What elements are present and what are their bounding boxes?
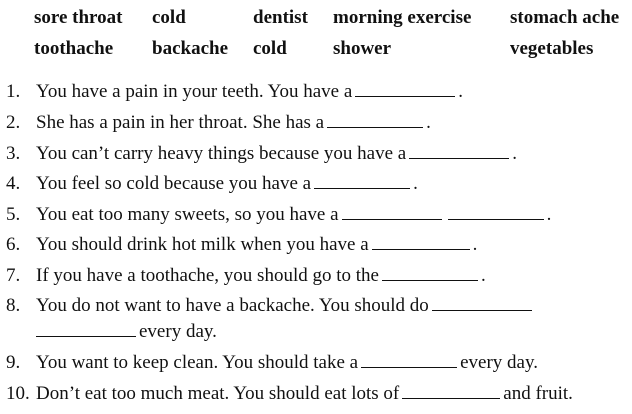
item-text: Don’t eat too much meat. You should eat lots of — [36, 383, 400, 404]
exercise-item — [6, 382, 573, 405]
exercise-item — [6, 351, 538, 374]
word-bank-item: sore throat — [34, 7, 123, 28]
item-text-after: every day. — [139, 321, 217, 342]
answer-blank[interactable] — [327, 111, 423, 128]
exercise-item — [6, 172, 418, 195]
item-number: 9. — [6, 352, 21, 373]
item-text-after: . — [413, 173, 418, 194]
item-text: You have a pain in your teeth. You have a — [36, 81, 353, 102]
word-bank-item: cold — [253, 38, 287, 59]
item-number: 6. — [6, 234, 21, 255]
word-bank-item: morning exercise — [333, 7, 472, 28]
word-bank-item: shower — [333, 38, 392, 59]
item-text: If you have a toothache, you should go to the — [36, 265, 379, 286]
answer-blank[interactable] — [36, 320, 136, 337]
item-number: 5. — [6, 204, 21, 225]
item-text: You should drink hot milk when you have a — [36, 234, 369, 255]
item-text-after: . — [458, 81, 464, 102]
item-text-after: . — [546, 204, 552, 225]
word-bank-item: toothache — [34, 38, 114, 59]
item-text: You eat too many sweets, so you have a — [36, 204, 339, 225]
item-text-after: . — [480, 265, 486, 286]
item-number: 2. — [6, 112, 21, 133]
item-text: You want to keep clean. You should take a — [36, 352, 359, 373]
answer-blank[interactable] — [409, 142, 509, 159]
word-bank-item: dentist — [253, 7, 308, 28]
item-text-after: every day. — [460, 352, 538, 373]
word-bank-item: stomach ache — [510, 7, 620, 28]
item-text-after: and fruit. — [503, 383, 573, 404]
item-text: You feel so cold because you have a — [36, 173, 312, 194]
item-text: You do not want to have a backache. You should do — [36, 295, 429, 316]
item-text-after: . — [426, 112, 431, 133]
item-text: You can’t carry heavy things because you have a — [36, 143, 407, 164]
answer-blank[interactable] — [402, 382, 500, 399]
item-text-after: . — [472, 234, 478, 255]
answer-blank[interactable] — [342, 203, 442, 220]
item-number: 3. — [6, 143, 21, 164]
word-bank-item: cold — [152, 7, 186, 28]
exercise-item — [6, 203, 551, 226]
exercise-item — [6, 142, 517, 165]
item-number: 10. — [6, 383, 30, 404]
item-number: 8. — [6, 295, 21, 316]
item-number: 7. — [6, 265, 21, 286]
word-bank-item: backache — [152, 38, 228, 59]
answer-blank[interactable] — [432, 294, 532, 311]
exercise-item — [6, 264, 486, 287]
answer-blank[interactable] — [448, 203, 544, 220]
item-text-after: . — [512, 143, 517, 164]
item-number: 4. — [6, 173, 21, 194]
answer-blank[interactable] — [361, 351, 457, 368]
exercise-item — [6, 111, 431, 134]
item-number: 1. — [6, 81, 21, 102]
answer-blank[interactable] — [355, 80, 455, 97]
answer-blank[interactable] — [314, 172, 410, 189]
exercise-item — [6, 80, 463, 103]
answer-blank[interactable] — [372, 233, 470, 250]
item-text: She has a pain in her throat. She has a — [36, 112, 325, 133]
word-bank-item: vegetables — [510, 38, 594, 59]
exercise-item — [6, 294, 535, 317]
answer-blank[interactable] — [382, 264, 478, 281]
exercise-item-continuation — [36, 320, 217, 343]
exercise-item — [6, 233, 477, 256]
